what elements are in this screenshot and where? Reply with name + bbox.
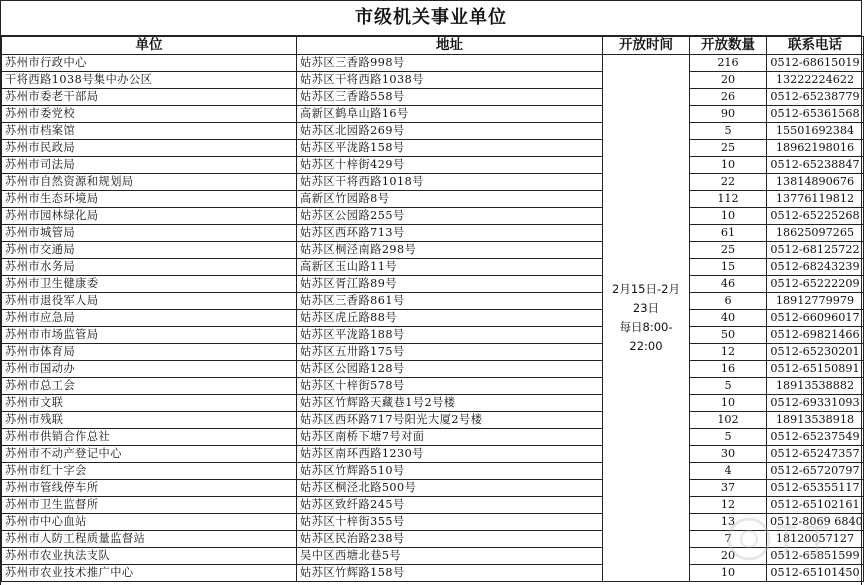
table-row	[2, 497, 864, 514]
count-cell: 13	[690, 514, 767, 531]
table-row	[2, 208, 864, 225]
phone-cell: 0512-68125722	[767, 242, 864, 259]
phone-cell: 18912779979	[767, 293, 864, 310]
unit-cell: 苏州市总工会	[2, 378, 297, 395]
address-cell: 吴中区西塘北巷5号	[297, 548, 603, 565]
phone-cell: 0512-65238779	[767, 89, 864, 106]
phone-cell: 13776119812	[767, 191, 864, 208]
phone-cell: 0512-69331093	[767, 395, 864, 412]
phone-cell: 0512-65102161	[767, 497, 864, 514]
unit-cell: 苏州市水务局	[2, 259, 297, 276]
count-cell: 20	[690, 72, 767, 89]
phone-cell: 18962198016	[767, 140, 864, 157]
header-unit: 单位	[2, 37, 297, 55]
table-row	[2, 327, 864, 344]
address-cell: 姑苏区南桥下塘7号对面	[297, 429, 603, 446]
phone-cell: 0512-69821466	[767, 327, 864, 344]
address-cell: 姑苏区三香路558号	[297, 89, 603, 106]
count-cell: 61	[690, 225, 767, 242]
table-row	[2, 480, 864, 497]
phone-cell: 13814890676	[767, 174, 864, 191]
count-cell: 5	[690, 378, 767, 395]
address-cell: 姑苏区竹辉路158号	[297, 565, 603, 582]
table-row	[2, 395, 864, 412]
header-time: 开放时间	[603, 37, 690, 55]
address-cell: 姑苏区桐泾北路500号	[297, 480, 603, 497]
phone-cell: 18625097265	[767, 225, 864, 242]
count-cell: 12	[690, 344, 767, 361]
phone-cell: 0512-65230201	[767, 344, 864, 361]
table-row	[2, 412, 864, 429]
address-cell: 高新区鹤阜山路16号	[297, 106, 603, 123]
address-cell: 姑苏区三香路998号	[297, 55, 603, 72]
phone-cell: 0512-65101450	[767, 565, 864, 582]
count-cell: 7	[690, 531, 767, 548]
address-cell: 姑苏区三香路861号	[297, 293, 603, 310]
count-cell: 40	[690, 310, 767, 327]
address-cell: 姑苏区公园路128号	[297, 361, 603, 378]
address-cell: 姑苏区民治路238号	[297, 531, 603, 548]
unit-cell: 苏州市司法局	[2, 157, 297, 174]
page-title: 市级机关事业单位	[1, 0, 861, 36]
count-cell: 37	[690, 480, 767, 497]
address-cell: 姑苏区西环路717号阳光大厦2号楼	[297, 412, 603, 429]
count-cell: 25	[690, 242, 767, 259]
table-row	[2, 514, 864, 531]
unit-cell: 苏州市体育局	[2, 344, 297, 361]
unit-cell: 苏州市市场监管局	[2, 327, 297, 344]
address-cell: 姑苏区干将西路1038号	[297, 72, 603, 89]
count-cell: 6	[690, 293, 767, 310]
table-row	[2, 157, 864, 174]
phone-cell: 15501692384	[767, 123, 864, 140]
unit-cell: 苏州市供销合作总社	[2, 429, 297, 446]
unit-cell: 苏州市退役军人局	[2, 293, 297, 310]
phone-cell: 0512-65361568	[767, 106, 864, 123]
table-row	[2, 463, 864, 480]
header-address: 地址	[297, 37, 603, 55]
phone-cell: 0512-65237549	[767, 429, 864, 446]
table-row	[2, 565, 864, 582]
header-count: 开放数量	[690, 37, 767, 55]
count-cell: 10	[690, 565, 767, 582]
address-cell: 姑苏区南环西路1230号	[297, 446, 603, 463]
phone-cell: 0512-68243239	[767, 259, 864, 276]
count-cell: 26	[690, 89, 767, 106]
table-row	[2, 548, 864, 565]
address-cell: 姑苏区十梓街429号	[297, 157, 603, 174]
table-row	[2, 242, 864, 259]
phone-cell: 0512-65225268	[767, 208, 864, 225]
address-cell: 姑苏区北园路269号	[297, 123, 603, 140]
unit-cell: 苏州市城管局	[2, 225, 297, 242]
table-row	[2, 191, 864, 208]
table-row	[2, 72, 864, 89]
address-cell: 高新区竹园路8号	[297, 191, 603, 208]
count-cell: 90	[690, 106, 767, 123]
table-row	[2, 446, 864, 463]
unit-cell: 苏州市中心血站	[2, 514, 297, 531]
address-cell: 姑苏区竹辉路510号	[297, 463, 603, 480]
unit-cell: 苏州市不动产登记中心	[2, 446, 297, 463]
unit-cell: 苏州市交通局	[2, 242, 297, 259]
unit-cell: 苏州市园林绿化局	[2, 208, 297, 225]
count-cell: 5	[690, 123, 767, 140]
count-cell: 5	[690, 429, 767, 446]
table-row	[2, 531, 864, 548]
table-row	[2, 123, 864, 140]
phone-cell: 0512-65150891	[767, 361, 864, 378]
count-cell: 4	[690, 463, 767, 480]
table-body	[2, 55, 864, 582]
phone-cell: 18913538882	[767, 378, 864, 395]
header-phone: 联系电话	[767, 37, 864, 55]
table-row	[2, 361, 864, 378]
count-cell: 112	[690, 191, 767, 208]
count-cell: 16	[690, 361, 767, 378]
phone-cell: 0512-65355117	[767, 480, 864, 497]
phone-cell: 0512-65851599	[767, 548, 864, 565]
address-cell: 高新区玉山路11号	[297, 259, 603, 276]
table-row	[2, 140, 864, 157]
unit-cell: 苏州市档案馆	[2, 123, 297, 140]
table-row	[2, 378, 864, 395]
table-row	[2, 55, 864, 72]
phone-cell: 0512-65247357	[767, 446, 864, 463]
address-cell: 姑苏区五卅路175号	[297, 344, 603, 361]
unit-cell: 苏州市生态环境局	[2, 191, 297, 208]
address-cell: 姑苏区干将西路1018号	[297, 174, 603, 191]
unit-cell: 苏州市文联	[2, 395, 297, 412]
unit-cell: 苏州市国动办	[2, 361, 297, 378]
address-cell: 姑苏区胥江路89号	[297, 276, 603, 293]
table-row	[2, 259, 864, 276]
address-cell: 姑苏区致纤路245号	[297, 497, 603, 514]
table-header-row	[2, 37, 864, 55]
unit-cell: 干将西路1038号集中办公区	[2, 72, 297, 89]
table-row	[2, 344, 864, 361]
table-row	[2, 293, 864, 310]
count-cell: 10	[690, 157, 767, 174]
phone-cell: 0512-65720797	[767, 463, 864, 480]
table-row	[2, 89, 864, 106]
unit-cell: 苏州市卫生健康委	[2, 276, 297, 293]
phone-cell: 0512-66096017	[767, 310, 864, 327]
address-cell: 姑苏区平泷路188号	[297, 327, 603, 344]
phone-cell: 0512-65238847	[767, 157, 864, 174]
unit-cell: 苏州市民政局	[2, 140, 297, 157]
count-cell: 10	[690, 395, 767, 412]
address-cell: 姑苏区十梓街355号	[297, 514, 603, 531]
unit-cell: 苏州市人防工程质量监督站	[2, 531, 297, 548]
unit-cell: 苏州市委老干部局	[2, 89, 297, 106]
open-time-cell	[603, 55, 690, 582]
table-row	[2, 174, 864, 191]
unit-cell: 苏州市管线停车所	[2, 480, 297, 497]
open-time-dates: 2月15日-2月23日	[612, 282, 680, 315]
phone-cell: 18120057127	[767, 531, 864, 548]
address-cell: 姑苏区桐泾南路298号	[297, 242, 603, 259]
phone-cell: 13222224622	[767, 72, 864, 89]
unit-cell: 苏州市应急局	[2, 310, 297, 327]
address-cell: 姑苏区竹辉路天藏巷1号2号楼	[297, 395, 603, 412]
table-row	[2, 310, 864, 327]
count-cell: 25	[690, 140, 767, 157]
count-cell: 46	[690, 276, 767, 293]
count-cell: 216	[690, 55, 767, 72]
count-cell: 20	[690, 548, 767, 565]
unit-cell: 苏州市农业技术推广中心	[2, 565, 297, 582]
table-row	[2, 225, 864, 242]
count-cell: 10	[690, 208, 767, 225]
unit-cell: 苏州市行政中心	[2, 55, 297, 72]
address-cell: 姑苏区十梓街578号	[297, 378, 603, 395]
unit-cell: 苏州市自然资源和规划局	[2, 174, 297, 191]
phone-cell: 0512-68615019	[767, 55, 864, 72]
open-time-hours: 每日8:00-22:00	[619, 320, 673, 353]
count-cell: 102	[690, 412, 767, 429]
phone-cell: 18913538918	[767, 412, 864, 429]
count-cell: 50	[690, 327, 767, 344]
unit-cell: 苏州市委党校	[2, 106, 297, 123]
count-cell: 30	[690, 446, 767, 463]
unit-cell: 苏州市残联	[2, 412, 297, 429]
unit-cell: 苏州市农业执法支队	[2, 548, 297, 565]
table-row	[2, 106, 864, 123]
address-cell: 姑苏区平泷路158号	[297, 140, 603, 157]
phone-cell: 0512-65222209	[767, 276, 864, 293]
unit-cell: 苏州市红十字会	[2, 463, 297, 480]
address-cell: 姑苏区虎丘路88号	[297, 310, 603, 327]
address-cell: 姑苏区公园路255号	[297, 208, 603, 225]
table-row	[2, 276, 864, 293]
unit-cell: 苏州市卫生监督所	[2, 497, 297, 514]
count-cell: 22	[690, 174, 767, 191]
table-row	[2, 429, 864, 446]
address-cell: 姑苏区西环路713号	[297, 225, 603, 242]
count-cell: 12	[690, 497, 767, 514]
count-cell: 15	[690, 259, 767, 276]
phone-cell: 0512-8069 6840	[767, 514, 864, 531]
units-table	[1, 36, 864, 582]
